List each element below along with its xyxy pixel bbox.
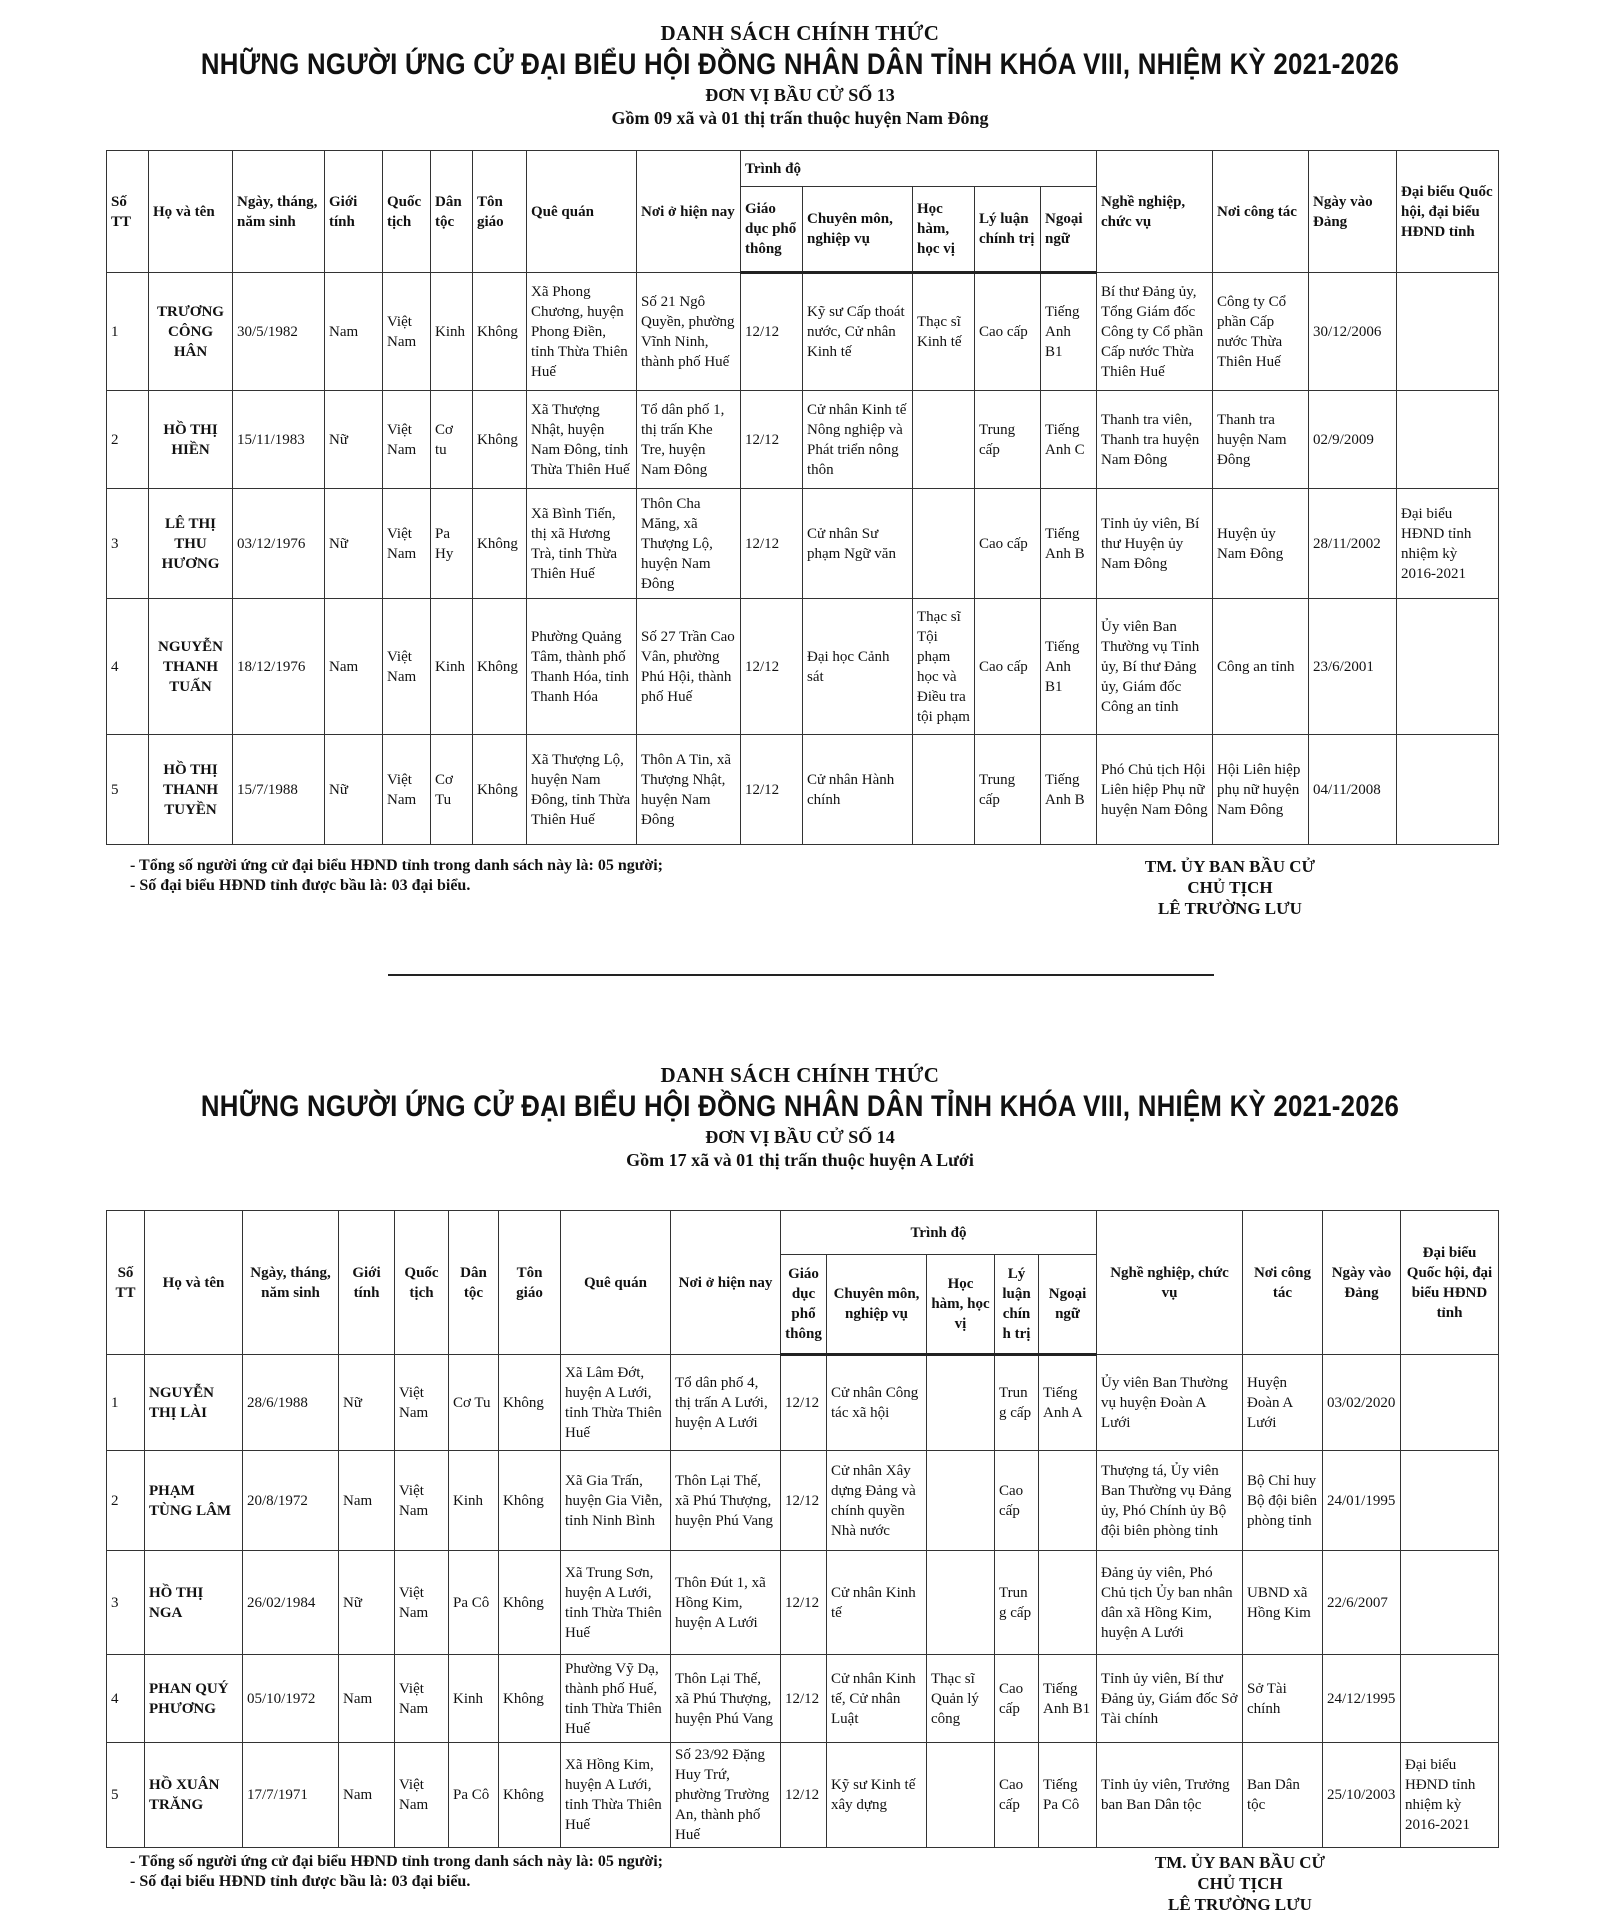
- cell-degree: [913, 735, 975, 845]
- cell-dob: 03/12/1976: [233, 489, 325, 599]
- cell-nationality: Việt Nam: [395, 1551, 449, 1655]
- cell-party-date: 23/6/2001: [1309, 599, 1397, 735]
- cell-workplace: Bộ Chỉ huy Bộ đội biên phòng tỉnh: [1243, 1451, 1323, 1551]
- cell-occupation: Thượng tá, Ủy viên Ban Thường vụ Đảng ủy, Phó Chính ủy Bộ đội biên phòng tỉnh: [1097, 1451, 1243, 1551]
- cell-residence: Số 23/92 Đặng Huy Trứ, phường Trường An, thành phố Huế: [671, 1743, 781, 1848]
- document-header: [0, 1062, 1600, 1172]
- cell-ethnicity: Pa Hy: [431, 489, 473, 599]
- cell-gender: Nam: [325, 599, 383, 735]
- cell-general-edu: 12/12: [741, 599, 803, 735]
- signature-title: CHỦ TỊCH: [1187, 878, 1273, 897]
- table-row: [107, 273, 1499, 391]
- col-delegate: Đại biểu Quốc hội, đại biểu HĐND tỉnh: [1397, 151, 1499, 273]
- cell-stt: 4: [107, 1655, 145, 1743]
- cell-degree: [927, 1551, 995, 1655]
- col-education-group: Trình độ: [741, 151, 1097, 187]
- table-row: [107, 1655, 1499, 1743]
- summary-notes: [130, 1852, 663, 1892]
- cell-name: NGUYỄN THỊ LÀI: [145, 1355, 243, 1451]
- cell-occupation: Ủy viên Ban Thường vụ huyện Đoàn A Lưới: [1097, 1355, 1243, 1451]
- main-title: NHỮNG NGƯỜI ỨNG CỬ ĐẠI BIỂU HỘI ĐỒNG NHÂN DÂN TỈNH KHÓA VIII, NHIỆM KỲ 2021-2026: [200, 48, 1400, 81]
- col-hometown: Quê quán: [561, 1211, 671, 1355]
- signature-name: LÊ TRƯỜNG LƯU: [1168, 1895, 1312, 1914]
- election-unit: ĐƠN VỊ BẦU CỬ SỐ 13: [705, 85, 895, 105]
- cell-specialty: Kỹ sư Cấp thoát nước, Cử nhân Kinh tế: [803, 273, 913, 391]
- unit-scope: Gồm 09 xã và 01 thị trấn thuộc huyện Nam Đông: [611, 108, 989, 128]
- cell-residence: Thôn Lại Thế, xã Phú Thượng, huyện Phú Vang: [671, 1451, 781, 1551]
- col-party-date: Ngày vào Đảng: [1309, 151, 1397, 273]
- cell-general-edu: 12/12: [741, 273, 803, 391]
- col-politics: Lý luận chính trị: [995, 1255, 1039, 1355]
- candidate-table: [106, 1210, 1499, 1848]
- cell-delegate: [1397, 273, 1499, 391]
- cell-degree: [927, 1355, 995, 1451]
- cell-residence: Thôn Lại Thế, xã Phú Thượng, huyện Phú Vang: [671, 1655, 781, 1743]
- cell-delegate: [1397, 599, 1499, 735]
- cell-dob: 05/10/1972: [243, 1655, 339, 1743]
- col-degree: Học hàm, học vị: [927, 1255, 995, 1355]
- col-specialty: Chuyên môn, nghiệp vụ: [827, 1255, 927, 1355]
- cell-residence: Thôn A Tin, xã Thượng Nhật, huyện Nam Đông: [637, 735, 741, 845]
- cell-stt: 1: [107, 1355, 145, 1451]
- col-stt: Số TT: [107, 151, 149, 273]
- cell-politics: Trung cấp: [995, 1551, 1039, 1655]
- cell-occupation: Đảng ủy viên, Phó Chủ tịch Ủy ban nhân dân xã Hồng Kim, huyện A Lưới: [1097, 1551, 1243, 1655]
- signature-block: [1090, 1852, 1390, 1915]
- cell-politics: Trung cấp: [995, 1355, 1039, 1451]
- cell-stt: 3: [107, 1551, 145, 1655]
- col-residence: Nơi ở hiện nay: [637, 151, 741, 273]
- cell-language: [1039, 1551, 1097, 1655]
- cell-degree: Thạc sĩ Tội phạm học và Điều tra tội phạm: [913, 599, 975, 735]
- cell-workplace: Huyện Đoàn A Lưới: [1243, 1355, 1323, 1451]
- section-divider: [388, 974, 1214, 976]
- summary-notes: [130, 856, 663, 896]
- table-row: [107, 489, 1499, 599]
- cell-residence: Số 27 Trần Cao Vân, phường Phú Hội, thành phố Huế: [637, 599, 741, 735]
- cell-hometown: Phường Vỹ Dạ, thành phố Huế, tỉnh Thừa Thiên Huế: [561, 1655, 671, 1743]
- cell-politics: Cao cấp: [975, 489, 1041, 599]
- cell-general-edu: 12/12: [781, 1655, 827, 1743]
- col-religion: Tôn giáo: [499, 1211, 561, 1355]
- cell-stt: 5: [107, 1743, 145, 1848]
- cell-occupation: Tỉnh ủy viên, Bí thư Huyện ủy Nam Đông: [1097, 489, 1213, 599]
- cell-religion: Không: [473, 489, 527, 599]
- cell-stt: 1: [107, 273, 149, 391]
- candidate-list-unit-14: [0, 1062, 1600, 1914]
- cell-gender: Nam: [339, 1743, 395, 1848]
- cell-gender: Nữ: [339, 1551, 395, 1655]
- col-language: Ngoại ngữ: [1041, 187, 1097, 273]
- elected-count-note: - Số đại biểu HĐND tỉnh được bầu là: 03 đại biểu.: [130, 1873, 471, 1890]
- cell-language: Tiếng Anh B: [1041, 735, 1097, 845]
- cell-gender: Nữ: [325, 391, 383, 489]
- col-gender: Giới tính: [339, 1211, 395, 1355]
- elected-count-note: - Số đại biểu HĐND tỉnh được bầu là: 03 đại biểu.: [130, 877, 471, 894]
- cell-ethnicity: Cơ Tu: [449, 1355, 499, 1451]
- cell-specialty: Cử nhân Hành chính: [803, 735, 913, 845]
- cell-delegate: [1401, 1451, 1499, 1551]
- col-dob: Ngày, tháng, năm sinh: [243, 1211, 339, 1355]
- col-ethnicity: Dân tộc: [449, 1211, 499, 1355]
- official-list-title: DANH SÁCH CHÍNH THỨC: [660, 21, 940, 45]
- col-party-date: Ngày vào Đảng: [1323, 1211, 1401, 1355]
- cell-degree: Thạc sĩ Kinh tế: [913, 273, 975, 391]
- cell-specialty: Kỹ sư Kinh tế xây dựng: [827, 1743, 927, 1848]
- cell-delegate: [1397, 735, 1499, 845]
- col-degree: Học hàm, học vị: [913, 187, 975, 273]
- cell-politics: Cao cấp: [975, 273, 1041, 391]
- col-general-edu: Giáo dục phổ thông: [741, 187, 803, 273]
- col-ethnicity: Dân tộc: [431, 151, 473, 273]
- col-general-edu: Giáo dục phổ thông: [781, 1255, 827, 1355]
- col-religion: Tôn giáo: [473, 151, 527, 273]
- col-occupation: Nghề nghiệp, chức vụ: [1097, 151, 1213, 273]
- cell-specialty: Cử nhân Sư phạm Ngữ văn: [803, 489, 913, 599]
- cell-language: Tiếng Anh A: [1039, 1355, 1097, 1451]
- cell-general-edu: 12/12: [741, 735, 803, 845]
- cell-politics: Cao cấp: [995, 1743, 1039, 1848]
- cell-ethnicity: Kinh: [431, 599, 473, 735]
- cell-gender: Nam: [339, 1451, 395, 1551]
- cell-occupation: Thanh tra viên, Thanh tra huyện Nam Đông: [1097, 391, 1213, 489]
- signature-org: TM. ỦY BAN BẦU CỬ: [1144, 857, 1316, 876]
- cell-nationality: Việt Nam: [383, 273, 431, 391]
- candidate-table: [106, 150, 1499, 845]
- col-residence: Nơi ở hiện nay: [671, 1211, 781, 1355]
- col-specialty: Chuyên môn, nghiệp vụ: [803, 187, 913, 273]
- cell-nationality: Việt Nam: [383, 735, 431, 845]
- cell-gender: Nữ: [339, 1355, 395, 1451]
- col-nationality: Quốc tịch: [383, 151, 431, 273]
- table-row: [107, 1355, 1499, 1451]
- cell-occupation: Ủy viên Ban Thường vụ Tỉnh ủy, Bí thư Đảng ủy, Giám đốc Công an tỉnh: [1097, 599, 1213, 735]
- cell-dob: 17/7/1971: [243, 1743, 339, 1848]
- table-row: [107, 1743, 1499, 1848]
- cell-hometown: Phường Quảng Tâm, thành phố Thanh Hóa, tỉnh Thanh Hóa: [527, 599, 637, 735]
- cell-occupation: Phó Chủ tịch Hội Liên hiệp Phụ nữ huyện Nam Đông: [1097, 735, 1213, 845]
- col-language: Ngoại ngữ: [1039, 1255, 1097, 1355]
- cell-general-edu: 12/12: [741, 489, 803, 599]
- election-unit: ĐƠN VỊ BẦU CỬ SỐ 14: [705, 1127, 895, 1147]
- cell-nationality: Việt Nam: [395, 1655, 449, 1743]
- cell-name: HỒ THỊ HIỀN: [149, 391, 233, 489]
- cell-residence: Tổ dân phố 1, thị trấn Khe Tre, huyện Nam Đông: [637, 391, 741, 489]
- cell-residence: Thôn Đút 1, xã Hồng Kim, huyện A Lưới: [671, 1551, 781, 1655]
- cell-stt: 2: [107, 1451, 145, 1551]
- cell-ethnicity: Cơ Tu: [431, 735, 473, 845]
- col-gender: Giới tính: [325, 151, 383, 273]
- cell-dob: 18/12/1976: [233, 599, 325, 735]
- cell-residence: Số 21 Ngô Quyền, phường Vĩnh Ninh, thành phố Huế: [637, 273, 741, 391]
- cell-party-date: 02/9/2009: [1309, 391, 1397, 489]
- cell-specialty: Cử nhân Kinh tế: [827, 1551, 927, 1655]
- cell-occupation: Bí thư Đảng ủy, Tổng Giám đốc Công ty Cổ phần Cấp nước Thừa Thiên Huế: [1097, 273, 1213, 391]
- cell-general-edu: 12/12: [781, 1551, 827, 1655]
- cell-stt: 2: [107, 391, 149, 489]
- cell-workplace: Huyện ủy Nam Đông: [1213, 489, 1309, 599]
- cell-nationality: Việt Nam: [383, 489, 431, 599]
- cell-degree: [927, 1743, 995, 1848]
- cell-workplace: Ban Dân tộc: [1243, 1743, 1323, 1848]
- cell-name: PHẠM TÙNG LÂM: [145, 1451, 243, 1551]
- col-dob: Ngày, tháng, năm sinh: [233, 151, 325, 273]
- cell-residence: Thôn Cha Măng, xã Thượng Lộ, huyện Nam Đông: [637, 489, 741, 599]
- cell-name: HỒ THỊ NGA: [145, 1551, 243, 1655]
- col-politics: Lý luận chính trị: [975, 187, 1041, 273]
- cell-party-date: 24/01/1995: [1323, 1451, 1401, 1551]
- cell-general-edu: 12/12: [781, 1451, 827, 1551]
- cell-religion: Không: [499, 1551, 561, 1655]
- cell-delegate: [1397, 391, 1499, 489]
- cell-religion: Không: [499, 1743, 561, 1848]
- cell-gender: Nữ: [325, 735, 383, 845]
- cell-name: TRƯƠNG CÔNG HÂN: [149, 273, 233, 391]
- cell-hometown: Xã Lâm Đớt, huyện A Lưới, tỉnh Thừa Thiên Huế: [561, 1355, 671, 1451]
- cell-delegate: [1401, 1355, 1499, 1451]
- cell-nationality: Việt Nam: [395, 1355, 449, 1451]
- cell-politics: Trung cấp: [975, 735, 1041, 845]
- col-education-group: Trình độ: [781, 1211, 1097, 1255]
- cell-degree: Thạc sĩ Quản lý công: [927, 1655, 995, 1743]
- cell-language: Tiếng Anh B1: [1041, 599, 1097, 735]
- table-row: [107, 1551, 1499, 1655]
- cell-hometown: Xã Gia Trấn, huyện Gia Viễn, tỉnh Ninh Bình: [561, 1451, 671, 1551]
- signature-name: LÊ TRƯỜNG LƯU: [1158, 899, 1302, 918]
- cell-specialty: Cử nhân Kinh tế, Cử nhân Luật: [827, 1655, 927, 1743]
- total-candidates-note: - Tổng số người ứng cử đại biểu HĐND tỉnh trong danh sách này là: 05 người;: [130, 1853, 663, 1870]
- cell-hometown: Xã Trung Sơn, huyện A Lưới, tỉnh Thừa Thiên Huế: [561, 1551, 671, 1655]
- cell-politics: Cao cấp: [975, 599, 1041, 735]
- table-row: [107, 391, 1499, 489]
- cell-religion: Không: [499, 1451, 561, 1551]
- cell-ethnicity: Kinh: [431, 273, 473, 391]
- official-list-title: DANH SÁCH CHÍNH THỨC: [660, 1063, 940, 1087]
- cell-workplace: Thanh tra huyện Nam Đông: [1213, 391, 1309, 489]
- cell-hometown: Xã Bình Tiến, thị xã Hương Trà, tỉnh Thừa Thiên Huế: [527, 489, 637, 599]
- cell-nationality: Việt Nam: [395, 1451, 449, 1551]
- document-header: [0, 20, 1600, 130]
- cell-name: NGUYỄN THANH TUẤN: [149, 599, 233, 735]
- cell-degree: [913, 391, 975, 489]
- cell-party-date: 03/02/2020: [1323, 1355, 1401, 1451]
- cell-workplace: UBND xã Hồng Kim: [1243, 1551, 1323, 1655]
- cell-gender: Nam: [339, 1655, 395, 1743]
- cell-degree: [927, 1451, 995, 1551]
- cell-workplace: Công an tỉnh: [1213, 599, 1309, 735]
- col-name: Họ và tên: [149, 151, 233, 273]
- cell-religion: Không: [473, 273, 527, 391]
- cell-general-edu: 12/12: [781, 1355, 827, 1451]
- cell-politics: Cao cấp: [995, 1655, 1039, 1743]
- cell-residence: Tổ dân phố 4, thị trấn A Lưới, huyện A Lưới: [671, 1355, 781, 1451]
- cell-general-edu: 12/12: [741, 391, 803, 489]
- cell-politics: Trung cấp: [975, 391, 1041, 489]
- cell-dob: 30/5/1982: [233, 273, 325, 391]
- table-row: [107, 599, 1499, 735]
- cell-workplace: Hội Liên hiệp phụ nữ huyện Nam Đông: [1213, 735, 1309, 845]
- cell-ethnicity: Cơ tu: [431, 391, 473, 489]
- cell-party-date: 24/12/1995: [1323, 1655, 1401, 1743]
- cell-specialty: Cử nhân Kinh tế Nông nghiệp và Phát triển nông thôn: [803, 391, 913, 489]
- candidate-list-unit-13: [0, 20, 1600, 918]
- signature-org: TM. ỦY BAN BẦU CỬ: [1154, 1853, 1326, 1872]
- table-row: [107, 735, 1499, 845]
- cell-degree: [913, 489, 975, 599]
- col-delegate: Đại biểu Quốc hội, đại biểu HĐND tỉnh: [1401, 1211, 1499, 1355]
- col-nationality: Quốc tịch: [395, 1211, 449, 1355]
- col-name: Họ và tên: [145, 1211, 243, 1355]
- cell-specialty: Đại học Cảnh sát: [803, 599, 913, 735]
- cell-ethnicity: Pa Cô: [449, 1743, 499, 1848]
- signature-block: [1080, 856, 1380, 919]
- cell-party-date: 04/11/2008: [1309, 735, 1397, 845]
- cell-ethnicity: Kinh: [449, 1451, 499, 1551]
- cell-ethnicity: Pa Cô: [449, 1551, 499, 1655]
- cell-nationality: Việt Nam: [395, 1743, 449, 1848]
- cell-occupation: Tỉnh ủy viên, Bí thư Đảng ủy, Giám đốc Sở Tài chính: [1097, 1655, 1243, 1743]
- cell-religion: Không: [499, 1355, 561, 1451]
- cell-dob: 15/11/1983: [233, 391, 325, 489]
- cell-stt: 4: [107, 599, 149, 735]
- col-workplace: Nơi công tác: [1243, 1211, 1323, 1355]
- cell-workplace: Sở Tài chính: [1243, 1655, 1323, 1743]
- cell-hometown: Xã Phong Chương, huyện Phong Điền, tỉnh Thừa Thiên Huế: [527, 273, 637, 391]
- col-occupation: Nghề nghiệp, chức vụ: [1097, 1211, 1243, 1355]
- cell-delegate: [1401, 1551, 1499, 1655]
- candidate-rows: [107, 1355, 1499, 1848]
- cell-dob: 15/7/1988: [233, 735, 325, 845]
- cell-occupation: Tỉnh ủy viên, Trưởng ban Ban Dân tộc: [1097, 1743, 1243, 1848]
- cell-workplace: Công ty Cổ phần Cấp nước Thừa Thiên Huế: [1213, 273, 1309, 391]
- cell-religion: Không: [499, 1655, 561, 1743]
- cell-dob: 20/8/1972: [243, 1451, 339, 1551]
- cell-delegate: [1401, 1655, 1499, 1743]
- cell-nationality: Việt Nam: [383, 599, 431, 735]
- cell-name: PHAN QUÝ PHƯƠNG: [145, 1655, 243, 1743]
- col-workplace: Nơi công tác: [1213, 151, 1309, 273]
- cell-gender: Nam: [325, 273, 383, 391]
- cell-specialty: Cử nhân Công tác xã hội: [827, 1355, 927, 1451]
- cell-nationality: Việt Nam: [383, 391, 431, 489]
- cell-stt: 3: [107, 489, 149, 599]
- cell-name: LÊ THỊ THU HƯƠNG: [149, 489, 233, 599]
- cell-delegate: Đại biểu HĐND tỉnh nhiệm kỳ 2016-2021: [1397, 489, 1499, 599]
- col-hometown: Quê quán: [527, 151, 637, 273]
- cell-name: HỒ THỊ THANH TUYỀN: [149, 735, 233, 845]
- total-candidates-note: - Tổng số người ứng cử đại biểu HĐND tỉnh trong danh sách này là: 05 người;: [130, 857, 663, 874]
- cell-stt: 5: [107, 735, 149, 845]
- cell-hometown: Xã Hồng Kim, huyện A Lưới, tỉnh Thừa Thiên Huế: [561, 1743, 671, 1848]
- table-row: [107, 1451, 1499, 1551]
- cell-religion: Không: [473, 735, 527, 845]
- cell-language: Tiếng Anh B1: [1039, 1655, 1097, 1743]
- cell-religion: Không: [473, 391, 527, 489]
- cell-politics: Cao cấp: [995, 1451, 1039, 1551]
- cell-name: HỒ XUÂN TRĂNG: [145, 1743, 243, 1848]
- cell-party-date: 25/10/2003: [1323, 1743, 1401, 1848]
- cell-religion: Không: [473, 599, 527, 735]
- cell-dob: 28/6/1988: [243, 1355, 339, 1451]
- cell-gender: Nữ: [325, 489, 383, 599]
- cell-language: [1039, 1451, 1097, 1551]
- unit-scope: Gồm 17 xã và 01 thị trấn thuộc huyện A Lưới: [626, 1150, 974, 1170]
- cell-hometown: Xã Thượng Nhật, huyện Nam Đông, tỉnh Thừa Thiên Huế: [527, 391, 637, 489]
- cell-ethnicity: Kinh: [449, 1655, 499, 1743]
- cell-language: Tiếng Anh B: [1041, 489, 1097, 599]
- cell-party-date: 28/11/2002: [1309, 489, 1397, 599]
- cell-language: Tiếng Anh C: [1041, 391, 1097, 489]
- cell-party-date: 22/6/2007: [1323, 1551, 1401, 1655]
- cell-hometown: Xã Thượng Lộ, huyện Nam Đông, tỉnh Thừa Thiên Huế: [527, 735, 637, 845]
- cell-delegate: Đại biểu HĐND tỉnh nhiệm kỳ 2016-2021: [1401, 1743, 1499, 1848]
- signature-title: CHỦ TỊCH: [1197, 1874, 1283, 1893]
- cell-language: Tiếng Anh B1: [1041, 273, 1097, 391]
- cell-dob: 26/02/1984: [243, 1551, 339, 1655]
- main-title: NHỮNG NGƯỜI ỨNG CỬ ĐẠI BIỂU HỘI ĐỒNG NHÂN DÂN TỈNH KHÓA VIII, NHIỆM KỲ 2021-2026: [200, 1090, 1400, 1123]
- cell-language: Tiếng Pa Cô: [1039, 1743, 1097, 1848]
- cell-party-date: 30/12/2006: [1309, 273, 1397, 391]
- col-stt: Số TT: [107, 1211, 145, 1355]
- cell-specialty: Cử nhân Xây dựng Đảng và chính quyền Nhà nước: [827, 1451, 927, 1551]
- candidate-rows: [107, 273, 1499, 845]
- cell-general-edu: 12/12: [781, 1743, 827, 1848]
